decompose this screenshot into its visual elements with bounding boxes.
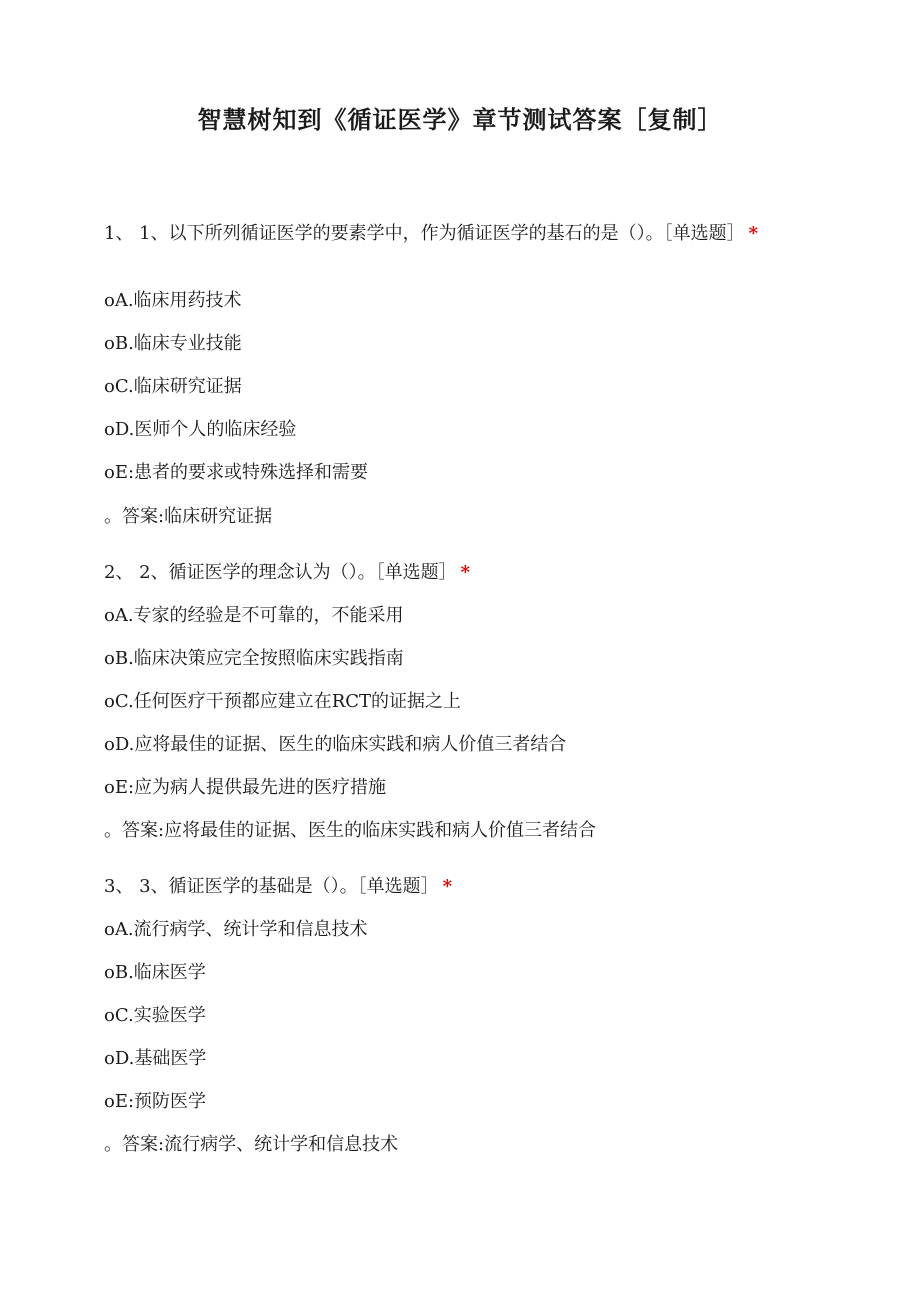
question-1-option-a: oA.临床用药技术 [104,290,242,311]
required-star-icon: * [442,876,453,897]
question-3-option-a: oA.流行病学、统计学和信息技术 [104,919,368,940]
question-2-option-b: oB.临床决策应完全按照临床实践指南 [104,648,404,669]
question-2-option-d: oD.应将最佳的证据、医生的临床实践和病人价值三者结合 [104,734,567,755]
question-3-text: 3、 3、循证医学的基础是（）。［单选题］ [104,876,439,897]
question-3-stem [104,874,452,900]
question-1-option-e: oE:患者的要求或特殊选择和需要 [104,462,369,483]
question-3-option-e: oE:预防医学 [104,1091,207,1112]
question-2-stem [104,560,470,586]
required-star-icon: * [460,562,471,583]
question-2-answer: 。答案:应将最佳的证据、医生的临床实践和病人价值三者结合 [104,820,597,841]
question-1-option-b: oB.临床专业技能 [104,333,242,354]
question-2-text: 2、 2、循证医学的理念认为（）。［单选题］ [104,562,457,583]
question-2-option-a: oA.专家的经验是不可靠的，不能采用 [104,605,404,626]
question-3-option-c: oC.实验医学 [104,1005,206,1026]
question-2-option-e: oE:应为病人提供最先进的医疗措施 [104,777,387,798]
question-1-option-d: oD.医师个人的临床经验 [104,419,297,440]
question-2-option-c: oC.任何医疗干预都应建立在RCT的证据之上 [104,691,462,712]
question-3-option-d: oD.基础医学 [104,1048,207,1069]
question-1-option-c: oC.临床研究证据 [104,376,242,397]
page-title: 智慧树知到《循证医学》章节测试答案［复制］ [197,105,723,134]
question-1-text: 1、 1、以下所列循证医学的要素学中，作为循证医学的基石的是（）。［单选题］ [104,223,745,244]
question-3-option-b: oB.临床医学 [104,962,206,983]
question-3-answer: 。答案:流行病学、统计学和信息技术 [104,1134,399,1155]
question-1-answer: 。答案:临床研究证据 [104,506,273,527]
required-star-icon: * [748,223,759,244]
question-1-stem [104,220,804,248]
